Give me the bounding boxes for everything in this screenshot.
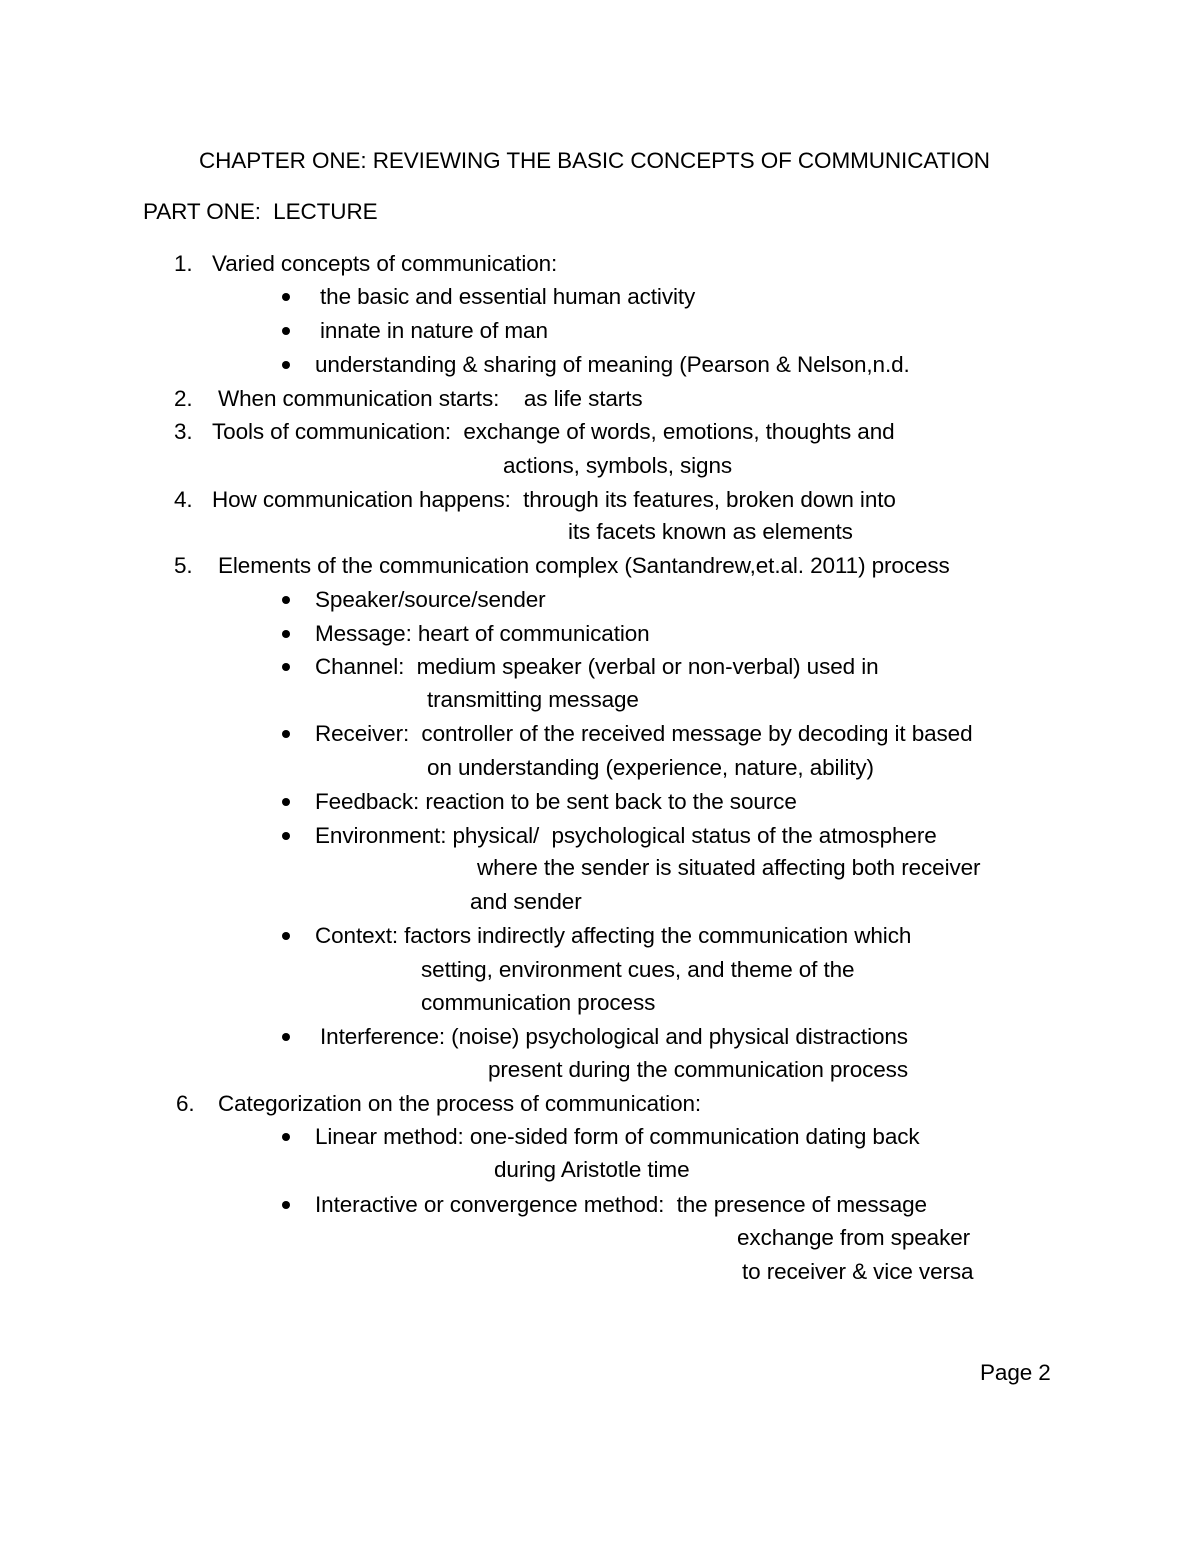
- list-item-6-bullet-2: Interactive or convergence method: the presence of message: [315, 1192, 927, 1217]
- list-number-4: 4.: [174, 487, 193, 512]
- list-item-5-bullet-5: Feedback: reaction to be sent back to the source: [315, 789, 797, 814]
- list-item-3: Tools of communication: exchange of words, emotions, thoughts and: [212, 419, 895, 444]
- chapter-title: CHAPTER ONE: REVIEWING THE BASIC CONCEPTS OF COMMUNICATION: [199, 148, 990, 173]
- list-number-6: 6.: [176, 1091, 195, 1116]
- list-item-2: When communication starts: as life starts: [218, 386, 643, 411]
- bullet-dot: [282, 832, 290, 840]
- list-item-5-bullet-8: Interference: (noise) psychological and physical distractions: [320, 1024, 908, 1049]
- bullet-dot: [282, 327, 290, 335]
- list-item-5-bullet-7: Context: factors indirectly affecting the communication which: [315, 923, 912, 948]
- list-number-5: 5.: [174, 553, 193, 578]
- list-item-4-continuation: its facets known as elements: [568, 519, 853, 544]
- list-item-1-bullet-3: understanding & sharing of meaning (Pearson & Nelson,n.d.: [315, 352, 910, 377]
- list-item-5-bullet-8-continuation: present during the communication process: [488, 1057, 908, 1082]
- bullet-dot: [282, 663, 290, 671]
- list-item-5-bullet-6-continuation-2: and sender: [470, 889, 582, 914]
- list-item-5-bullet-7-continuation-1: setting, environment cues, and theme of the: [421, 957, 855, 982]
- list-item-6-bullet-2-continuation-1: exchange from speaker: [737, 1225, 971, 1250]
- list-item-5-bullet-1: Speaker/source/sender: [315, 587, 546, 612]
- list-item-6: Categorization on the process of communication:: [218, 1091, 702, 1116]
- list-number-3: 3.: [174, 419, 193, 444]
- list-item-5-bullet-6: Environment: physical/ psychological status of the atmosphere: [315, 823, 937, 848]
- list-item-5-bullet-4-continuation: on understanding (experience, nature, ability): [427, 755, 874, 780]
- bullet-dot: [282, 1201, 290, 1209]
- list-item-1-bullet-2: innate in nature of man: [320, 318, 548, 343]
- list-item-5: Elements of the communication complex (Santandrew,et.al. 2011) process: [218, 553, 950, 578]
- bullet-dot: [282, 293, 290, 301]
- list-item-3-continuation: actions, symbols, signs: [503, 453, 733, 478]
- list-item-1: Varied concepts of communication:: [212, 251, 558, 276]
- list-item-5-bullet-2: Message: heart of communication: [315, 621, 650, 646]
- list-item-4: How communication happens: through its features, broken down into: [212, 487, 896, 512]
- bullet-dot: [282, 361, 290, 369]
- list-item-6-bullet-2-continuation-2: to receiver & vice versa: [742, 1259, 974, 1284]
- list-item-5-bullet-3: Channel: medium speaker (verbal or non-verbal) used in: [315, 654, 879, 679]
- bullet-dot: [282, 1133, 290, 1141]
- list-number-1: 1.: [174, 251, 193, 276]
- bullet-dot: [282, 798, 290, 806]
- list-item-1-bullet-1: the basic and essential human activity: [320, 284, 696, 309]
- bullet-dot: [282, 932, 290, 940]
- list-item-6-bullet-1-continuation: during Aristotle time: [494, 1157, 690, 1182]
- bullet-dot: [282, 730, 290, 738]
- list-item-5-bullet-7-continuation-2: communication process: [421, 990, 656, 1015]
- page-number: Page 2: [980, 1360, 1051, 1385]
- bullet-dot: [282, 630, 290, 638]
- part-heading: PART ONE: LECTURE: [143, 199, 378, 224]
- bullet-dot: [282, 1033, 290, 1041]
- list-item-6-bullet-1: Linear method: one-sided form of communication dating back: [315, 1124, 920, 1149]
- list-item-5-bullet-6-continuation-1: where the sender is situated affecting both receiver: [477, 855, 981, 880]
- bullet-dot: [282, 596, 290, 604]
- list-item-5-bullet-3-continuation: transmitting message: [427, 687, 639, 712]
- list-number-2: 2.: [174, 386, 193, 411]
- list-item-5-bullet-4: Receiver: controller of the received message by decoding it based: [315, 721, 973, 746]
